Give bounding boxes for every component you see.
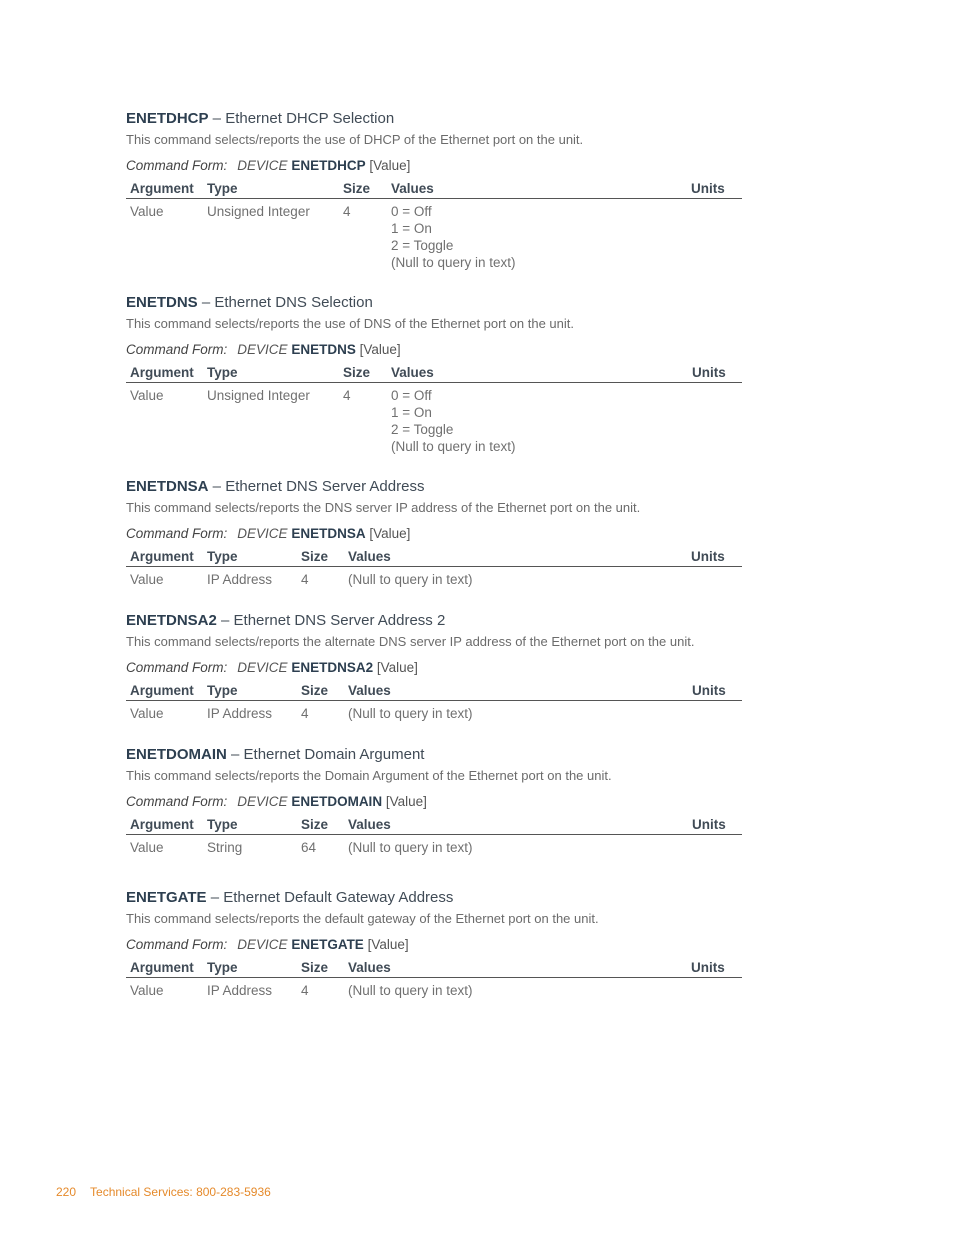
column-header-argument: Argument	[130, 181, 194, 196]
cell-argument: Value	[130, 706, 164, 721]
column-header-argument: Argument	[130, 549, 194, 564]
command-form-argument: [Value]	[367, 937, 409, 952]
cell-size: 64	[301, 840, 317, 855]
section-heading	[126, 612, 445, 629]
column-header-units: Units	[692, 683, 726, 698]
value-line: 0 = Off	[391, 204, 432, 219]
command-form	[126, 937, 409, 952]
cell-type: Unsigned Integer	[207, 204, 310, 219]
command-form-argument: [Value]	[376, 660, 418, 675]
column-header-type: Type	[207, 365, 238, 380]
command-form	[126, 526, 410, 541]
column-header-units: Units	[691, 960, 725, 975]
cell-type: Unsigned Integer	[207, 388, 310, 403]
value-line: (Null to query in text)	[348, 572, 473, 587]
value-line: 2 = Toggle	[391, 422, 454, 437]
command-form-argument: [Value]	[369, 526, 411, 541]
column-header-argument: Argument	[130, 365, 194, 380]
cell-values	[391, 387, 516, 455]
command-form-label: Command Form:	[126, 342, 228, 357]
cell-argument: Value	[130, 572, 164, 587]
value-line: 0 = Off	[391, 388, 432, 403]
section-heading	[126, 889, 453, 906]
column-header-size: Size	[301, 549, 329, 564]
section-heading	[126, 746, 424, 763]
column-header-type: Type	[207, 549, 238, 564]
command-form-command: ENETGATE	[291, 937, 364, 952]
command-form-device: DEVICE	[237, 660, 288, 675]
cell-values	[348, 839, 473, 856]
column-header-argument: Argument	[130, 960, 194, 975]
column-header-units: Units	[692, 365, 726, 380]
cell-argument: Value	[130, 840, 164, 855]
command-form-device: DEVICE	[237, 526, 288, 541]
cell-type: IP Address	[207, 572, 273, 587]
command-form	[126, 794, 427, 809]
command-form-label: Command Form:	[126, 158, 228, 173]
command-form	[126, 342, 401, 357]
value-line: (Null to query in text)	[391, 439, 516, 454]
cell-values	[391, 203, 516, 271]
command-form-label: Command Form:	[126, 937, 228, 952]
cell-argument: Value	[130, 388, 164, 403]
command-form-device: DEVICE	[237, 937, 288, 952]
column-header-values: Values	[348, 549, 391, 564]
command-title: Ethernet Domain Argument	[243, 746, 425, 763]
column-header-size: Size	[301, 960, 329, 975]
cell-argument: Value	[130, 983, 164, 998]
heading-separator: –	[208, 478, 226, 495]
section-heading	[126, 478, 424, 495]
column-header-type: Type	[207, 817, 238, 832]
command-title: Ethernet Default Gateway Address	[223, 889, 454, 906]
command-form	[126, 158, 410, 173]
value-line: 1 = On	[391, 405, 432, 420]
cell-values	[348, 705, 473, 722]
page-footer	[56, 1185, 271, 1199]
column-header-type: Type	[207, 181, 238, 196]
command-form-argument: [Value]	[359, 342, 401, 357]
command-description: This command selects/reports the DNS server IP address of the Ethernet port on the unit.	[126, 500, 641, 515]
value-line: 2 = Toggle	[391, 238, 454, 253]
command-name: ENETDHCP	[126, 110, 209, 127]
command-form-device: DEVICE	[237, 794, 288, 809]
column-header-units: Units	[692, 817, 726, 832]
section-heading	[126, 294, 373, 311]
command-name: ENETDNSA	[126, 478, 209, 495]
table-header-rule	[126, 566, 742, 567]
command-description: This command selects/reports the use of DHCP of the Ethernet port on the unit.	[126, 132, 584, 147]
command-description: This command selects/reports the alternate DNS server IP address of the Ethernet port on the unit.	[126, 634, 695, 649]
command-form-argument: [Value]	[385, 794, 427, 809]
heading-separator: –	[208, 110, 226, 127]
command-form-command: ENETDNSA2	[291, 660, 374, 675]
cell-size: 4	[301, 572, 309, 587]
cell-size: 4	[343, 388, 351, 403]
command-name: ENETGATE	[126, 889, 207, 906]
command-description: This command selects/reports the default gateway of the Ethernet port on the unit.	[126, 911, 599, 926]
command-name: ENETDNSA2	[126, 612, 217, 629]
column-header-values: Values	[391, 365, 434, 380]
cell-type: String	[207, 840, 243, 855]
table-header-rule	[126, 382, 742, 383]
value-line: 1 = On	[391, 221, 432, 236]
cell-size: 4	[301, 983, 309, 998]
cell-size: 4	[343, 204, 351, 219]
cell-values	[348, 571, 473, 588]
footer-contact: Technical Services: 800-283-5936	[90, 1185, 271, 1199]
cell-type: IP Address	[207, 706, 273, 721]
column-header-values: Values	[348, 960, 391, 975]
value-line: (Null to query in text)	[348, 840, 473, 855]
command-form-command: ENETDNSA	[291, 526, 366, 541]
value-line: (Null to query in text)	[348, 706, 473, 721]
command-title: Ethernet DNS Server Address	[225, 478, 425, 495]
cell-type: IP Address	[207, 983, 273, 998]
value-line: (Null to query in text)	[348, 983, 473, 998]
command-form-command: ENETDOMAIN	[291, 794, 383, 809]
heading-separator: –	[226, 746, 244, 763]
table-header-rule	[126, 834, 742, 835]
column-header-type: Type	[207, 683, 238, 698]
command-form-label: Command Form:	[126, 526, 228, 541]
command-description: This command selects/reports the Domain Argument of the Ethernet port on the unit.	[126, 768, 612, 783]
column-header-argument: Argument	[130, 817, 194, 832]
command-form-argument: [Value]	[369, 158, 411, 173]
command-title: Ethernet DNS Selection	[214, 294, 373, 311]
page-number: 220	[56, 1185, 77, 1199]
command-form-command: ENETDNS	[291, 342, 356, 357]
value-line: (Null to query in text)	[391, 255, 516, 270]
command-name: ENETDNS	[126, 294, 198, 311]
column-header-size: Size	[343, 181, 371, 196]
command-form-command: ENETDHCP	[291, 158, 366, 173]
column-header-argument: Argument	[130, 683, 194, 698]
column-header-size: Size	[301, 683, 329, 698]
command-form-label: Command Form:	[126, 794, 228, 809]
table-header-rule	[126, 198, 742, 199]
column-header-size: Size	[301, 817, 329, 832]
cell-size: 4	[301, 706, 309, 721]
table-header-rule	[126, 977, 742, 978]
column-header-values: Values	[348, 683, 391, 698]
column-header-units: Units	[691, 181, 725, 196]
command-title: Ethernet DHCP Selection	[225, 110, 395, 127]
command-name: ENETDOMAIN	[126, 746, 227, 763]
column-header-units: Units	[691, 549, 725, 564]
command-title: Ethernet DNS Server Address 2	[233, 612, 446, 629]
command-form	[126, 660, 418, 675]
command-form-device: DEVICE	[237, 158, 288, 173]
heading-separator: –	[206, 889, 224, 906]
section-heading	[126, 110, 394, 127]
column-header-values: Values	[391, 181, 434, 196]
column-header-size: Size	[343, 365, 371, 380]
cell-values	[348, 982, 473, 999]
column-header-type: Type	[207, 960, 238, 975]
command-form-label: Command Form:	[126, 660, 228, 675]
column-header-values: Values	[348, 817, 391, 832]
cell-argument: Value	[130, 204, 164, 219]
command-form-device: DEVICE	[237, 342, 288, 357]
heading-separator: –	[197, 294, 215, 311]
table-header-rule	[126, 700, 742, 701]
heading-separator: –	[216, 612, 234, 629]
command-description: This command selects/reports the use of DNS of the Ethernet port on the unit.	[126, 316, 575, 331]
